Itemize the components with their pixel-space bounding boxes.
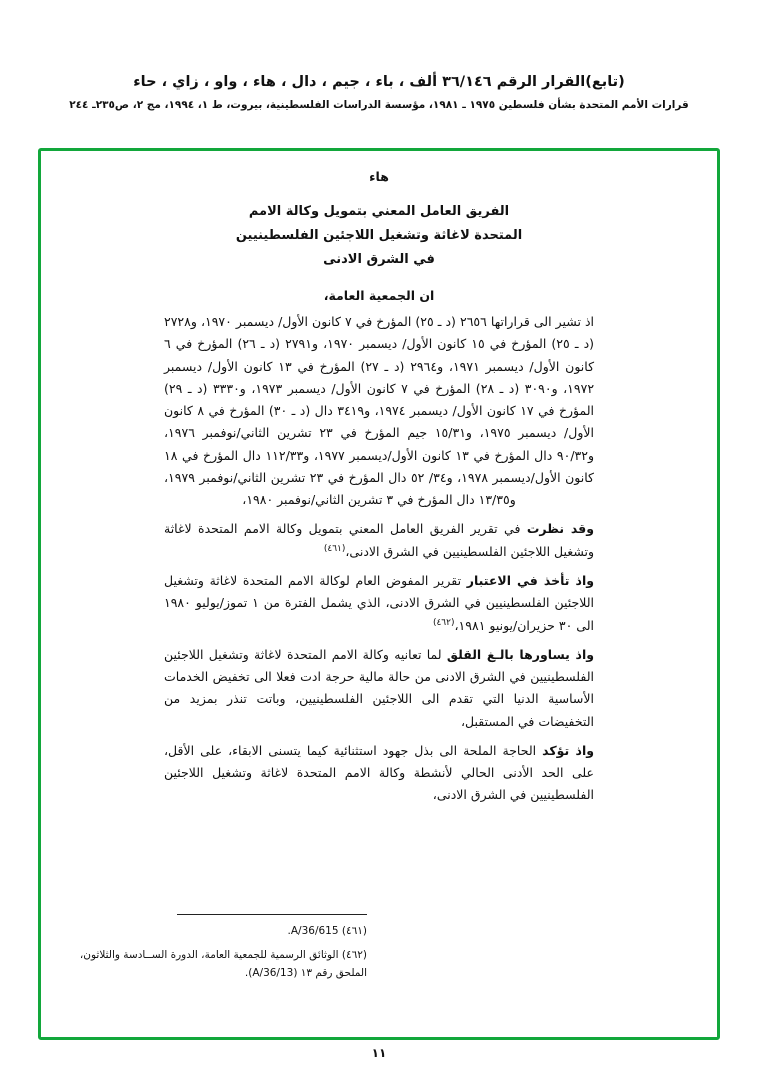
page-number: ١١ bbox=[371, 1046, 387, 1060]
preambular-paragraph-4: واذ يساورها بالـغ القلق لما تعانيه وكالة الامم المتحدة لاغاثة وتشغيل اللاجئين الفلسطينيين في الشرق الادنى من حالة مالية حرجة ادت فعلا الى تخفيض الخدمات الأساسية الدنيا التي تقدم الى اللاجئين الفلسطينيين، وباتت تنذر بمزيد من التخفيضات في المستقبل، bbox=[164, 646, 594, 729]
preambular-paragraph-2 bbox=[164, 518, 594, 563]
footnote-marker-461: (٤٦١) bbox=[323, 543, 346, 554]
green-content-frame bbox=[38, 148, 720, 1040]
document-title bbox=[214, 200, 544, 272]
document-title-line-2: المتحدة لاغاثة وتشغيل اللاجئين الفلسطينيين bbox=[235, 228, 523, 244]
footnote-marker-462: (٤٦٢) bbox=[432, 617, 455, 628]
footnotes-section bbox=[67, 914, 367, 989]
header-title: (تابع)القرار الرقم ٣٦/١٤٦ ألف ، باء ، جيم ، دال ، هاء ، واو ، زاي ، حاء bbox=[133, 74, 625, 90]
frame-inner-content bbox=[67, 169, 691, 1023]
paragraph-2-text: وقد نظرت في تقرير الفريق العامل المعني بتمويل وكالة الامم المتحدة لاغاثة وتشغيل اللاجئين الفلسطينيين في الشرق الادنى، bbox=[164, 521, 594, 559]
footnote-separator-rule bbox=[177, 914, 367, 915]
preambular-paragraph-3 bbox=[164, 570, 594, 637]
page-header bbox=[0, 72, 758, 111]
footnote-461: (٤٦١) A/36/615. bbox=[287, 925, 367, 938]
paragraph-3-text: واذ تأخذ في الاعتبار تقرير المفوض العام لوكالة الامم المتحدة لاغاثة وتشغيل اللاجئين الفلسطينيين في الشرق الادنى، الذي يشمل الفترة من ١ تموز/يوليو ١٩٨٠ الى ٣٠ حزيران/يونيو ١٩٨١، bbox=[164, 573, 595, 633]
assembly-intro-line: ان الجمعية العامة، bbox=[323, 288, 435, 304]
preambular-paragraph-1: اذ تشير الى قراراتها ٢٦٥٦ (د ـ ٢٥) المؤرخ في ٧ كانون الأول/ ديسمبر ١٩٧٠، و٢٧٢٨ (د ـ ٢٥) المؤرخ في ١٥ كانون الأول/ ديسمبر ١٩٧٠، و٢٧٩١ (د ـ ٢٦) المؤرخ في ٦ كانون الأول/ ديسمبر ١٩٧١، و٢٩٦٤ (د ـ ٢٧) المؤرخ في ١٣ كانون الأول/ ديسمبر ١٩٧٢، و٣٠٩٠ (د ـ ٢٨) المؤرخ في ٧ كانون الأول/ ديسمبر ١٩٧٣، و٣٣٣٠ (د ـ ٢٩) المؤرخ في ١٧ كانون الأول/ ديسمبر ١٩٧٤، و٣٤١٩ دال (د ـ ٣٠) المؤرخ في ٨ كانون الأول/ ديسمبر ١٩٧٥، و١٥/٣١ جيم المؤرخ في ٢٣ تشرين الثاني/نوفمبر ١٩٧٦، و٩٠/٣٢ دال المؤرخ في ١٣ كانون الأول/ديسمبر ١٩٧٧، و١١٢/٣٣ دال المؤرخ في ١٨ كانون الأول/ديسمبر ١٩٧٨، و٣٤/ ٥٢ دال المؤرخ في ٢٣ تشرين الثاني/نوفمبر ١٩٧٩، و١٣/٣٥ دال المؤرخ في ٣ تشرين الثاني/نوفمبر ١٩٨٠، bbox=[164, 314, 595, 508]
preambular-paragraph-5: واذ تؤكد الحاجة الملحة الى بذل جهود استثنائية كيما يتسنى الابقاء، على الأقل، على الحد الأدنى الحالي لأنشطة وكالة الامم المتحدة لاغاثة وتشغيل اللاجئين الفلسطينيين في الشرق الادنى، bbox=[164, 742, 595, 803]
header-source-citation: قرارات الأمم المتحدة بشأن فلسطين ١٩٧٥ ـ ١٩٨١، مؤسسة الدراسات الفلسطينية، بيروت، ط ١، ١٩٩٤، مج ٢، ص٢٣٥ـ ٢٤٤ bbox=[69, 98, 689, 111]
document-title-line-1: الفريق العامل المعني بتمويل وكالة الامم bbox=[248, 204, 510, 219]
section-letter-label: هاء bbox=[369, 169, 389, 184]
document-title-line-3: في الشرق الادنى bbox=[323, 252, 435, 268]
footnote-462: (٤٦٢) الوثائق الرسمية للجمعية العامة، الدورة الســادسة والثلاثون، الملحق رقم ١٣ (A/36/13). bbox=[79, 949, 367, 980]
